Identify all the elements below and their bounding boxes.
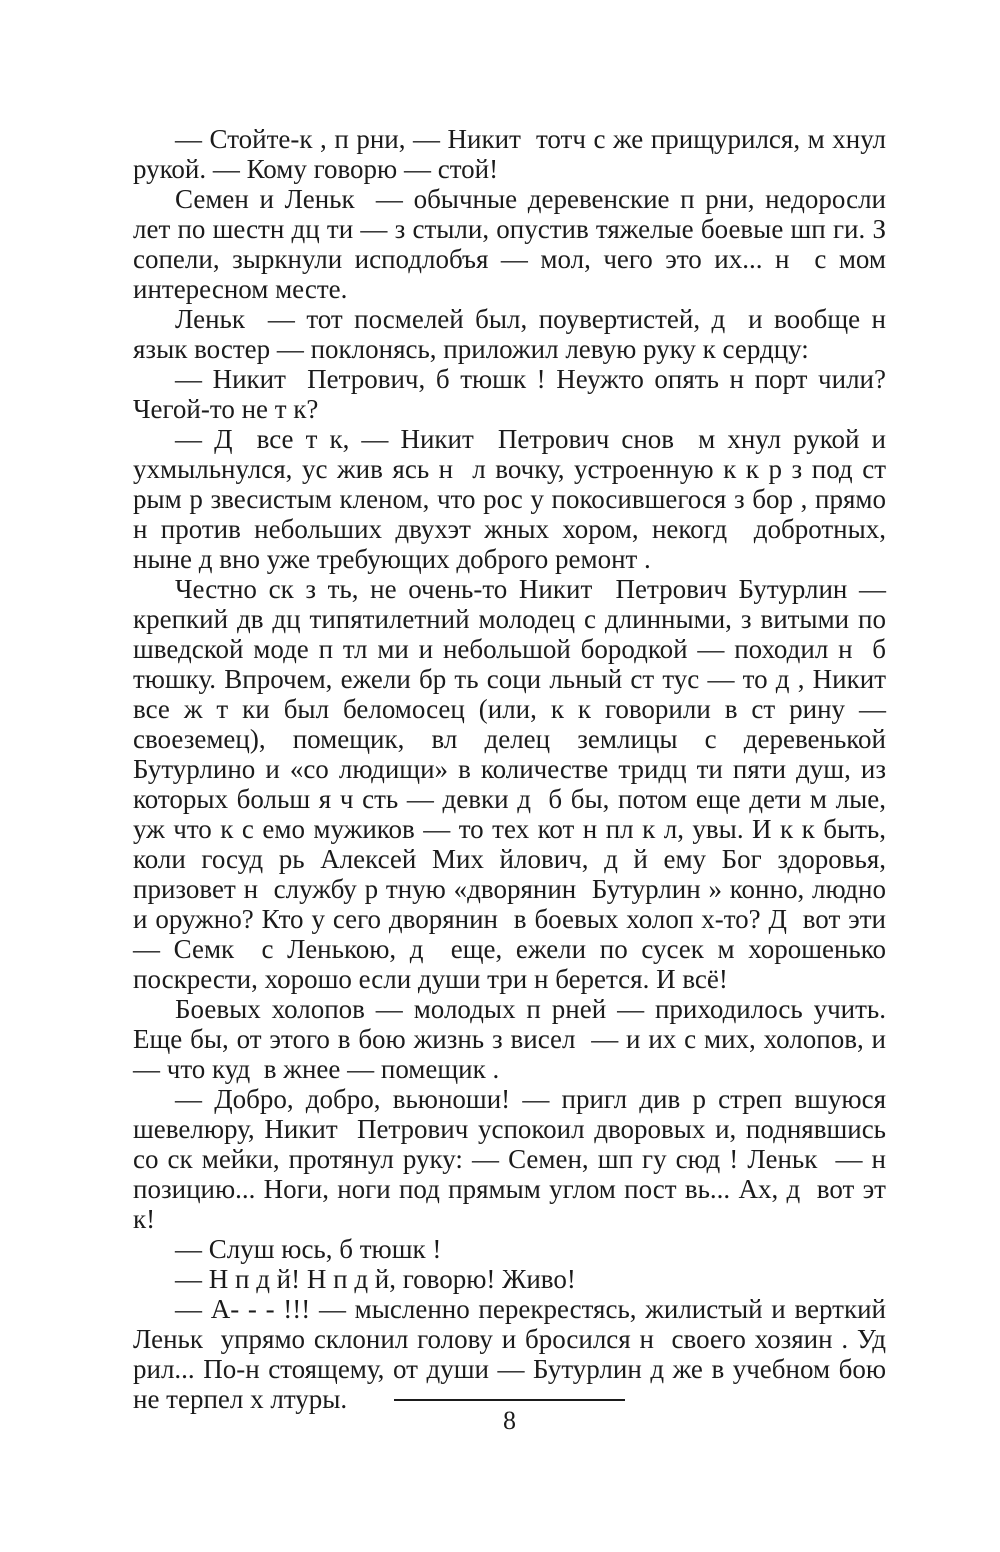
paragraph: — Добро, добро, вьюноши! — пригл див р стреп вшуюся шевелюру, Никит Петрович успокоил дворовых и, поднявшись со ск мейки, протянул руку: — Семен, шп гу сюд ! Леньк — н позицию... Ноги, ноги под прямым углом пост вь... Ах, д вот эт к!	[133, 1084, 900, 1234]
paragraph: — Стойте-к , п рни, — Никит тотч с же прищурился, м хнул рукой. — Кому говорю — стой!	[133, 124, 893, 184]
paragraph: Семен и Леньк — обычные деревенские п рни, недоросли лет по шестн дц ти — з стыли, опустив тяжелые боевые шп ги. З сопели, зыркнули исподлобъя — мол, чего это их... н с мом интересном месте.	[133, 184, 893, 304]
paragraph: — Слуш юсь, б тюшк !	[175, 1234, 442, 1264]
body-text	[133, 124, 900, 1414]
paragraph: Леньк — тот посмелей был, поувертистей, д и вообще н язык востер — поклонясь, приложил левую руку к сердцу:	[133, 304, 900, 364]
paragraph: Боевых холопов — молодых п рней — приходилось учить. Еще бы, от этого в бою жизнь з висел — и их с мих, холопов, и — что куд в жнее — помещик .	[133, 994, 893, 1084]
paragraph: — Д все т к, — Никит Петрович снов м хнул рукой и ухмыльнулся, ус жив ясь н л вочку, устроенную к к р з под ст рым р звесистым кленом, что рос у покосившегося з бор , прямо н против небольших двухэт жных хором, некогд добротных, ныне д вно уже требующих доброго ремонт .	[133, 424, 893, 574]
paragraph: Честно ск з ть, не очень-то Никит Петрович Бутурлин — крепкий дв дц типятилетний молодец с длинными, з витыми по шведской моде п тл ми и небольшой бородкой — походил н б тюшку. Впрочем, ежели бр ть соци льный ст тус — то д , Никит все ж т ки был беломосец (или, к к говорили в ст рину — своеземец), помещик, вл делец землицы с деревенькой Бутурлино и «со людищи» в количестве тридц ти пяти душ, из которых больш я ч сть — девки д б бы, потом еще дети м лые, уж что к с емо мужиков — то тех кот н пл к л, увы. И к к быть, коли госуд рь Алексей Мих йлович, д й ему Бог здоровья, призовет н службу р тную «дворянин Бутурлин » конно, людно и оружно? Кто у сего дворянин в боевых холоп х-то? Д вот эти — Семк с Ленькою, д еще, ежели по сусек м хорошенько поскрести, хорошо если души три н берется. И всё!	[133, 574, 900, 994]
page-number: 8	[503, 1406, 516, 1435]
paragraph: — А- - - !!! — мысленно перекрестясь, жилистый и верткий Леньк упрямо склонил голову и бросился н своего хозяин . Уд рил... По-н стоящему, от души — Бутурлин д же в учебном бою не терпел х лтуры.	[133, 1294, 893, 1414]
footer-rule	[394, 1399, 625, 1401]
paragraph: — Никит Петрович, б тюшк ! Неужто опять н порт чили? Чегой-то не т к?	[133, 364, 893, 424]
page-footer	[133, 1399, 886, 1434]
paragraph: — Н п д й! Н п д й, говорю! Живо!	[175, 1264, 576, 1294]
